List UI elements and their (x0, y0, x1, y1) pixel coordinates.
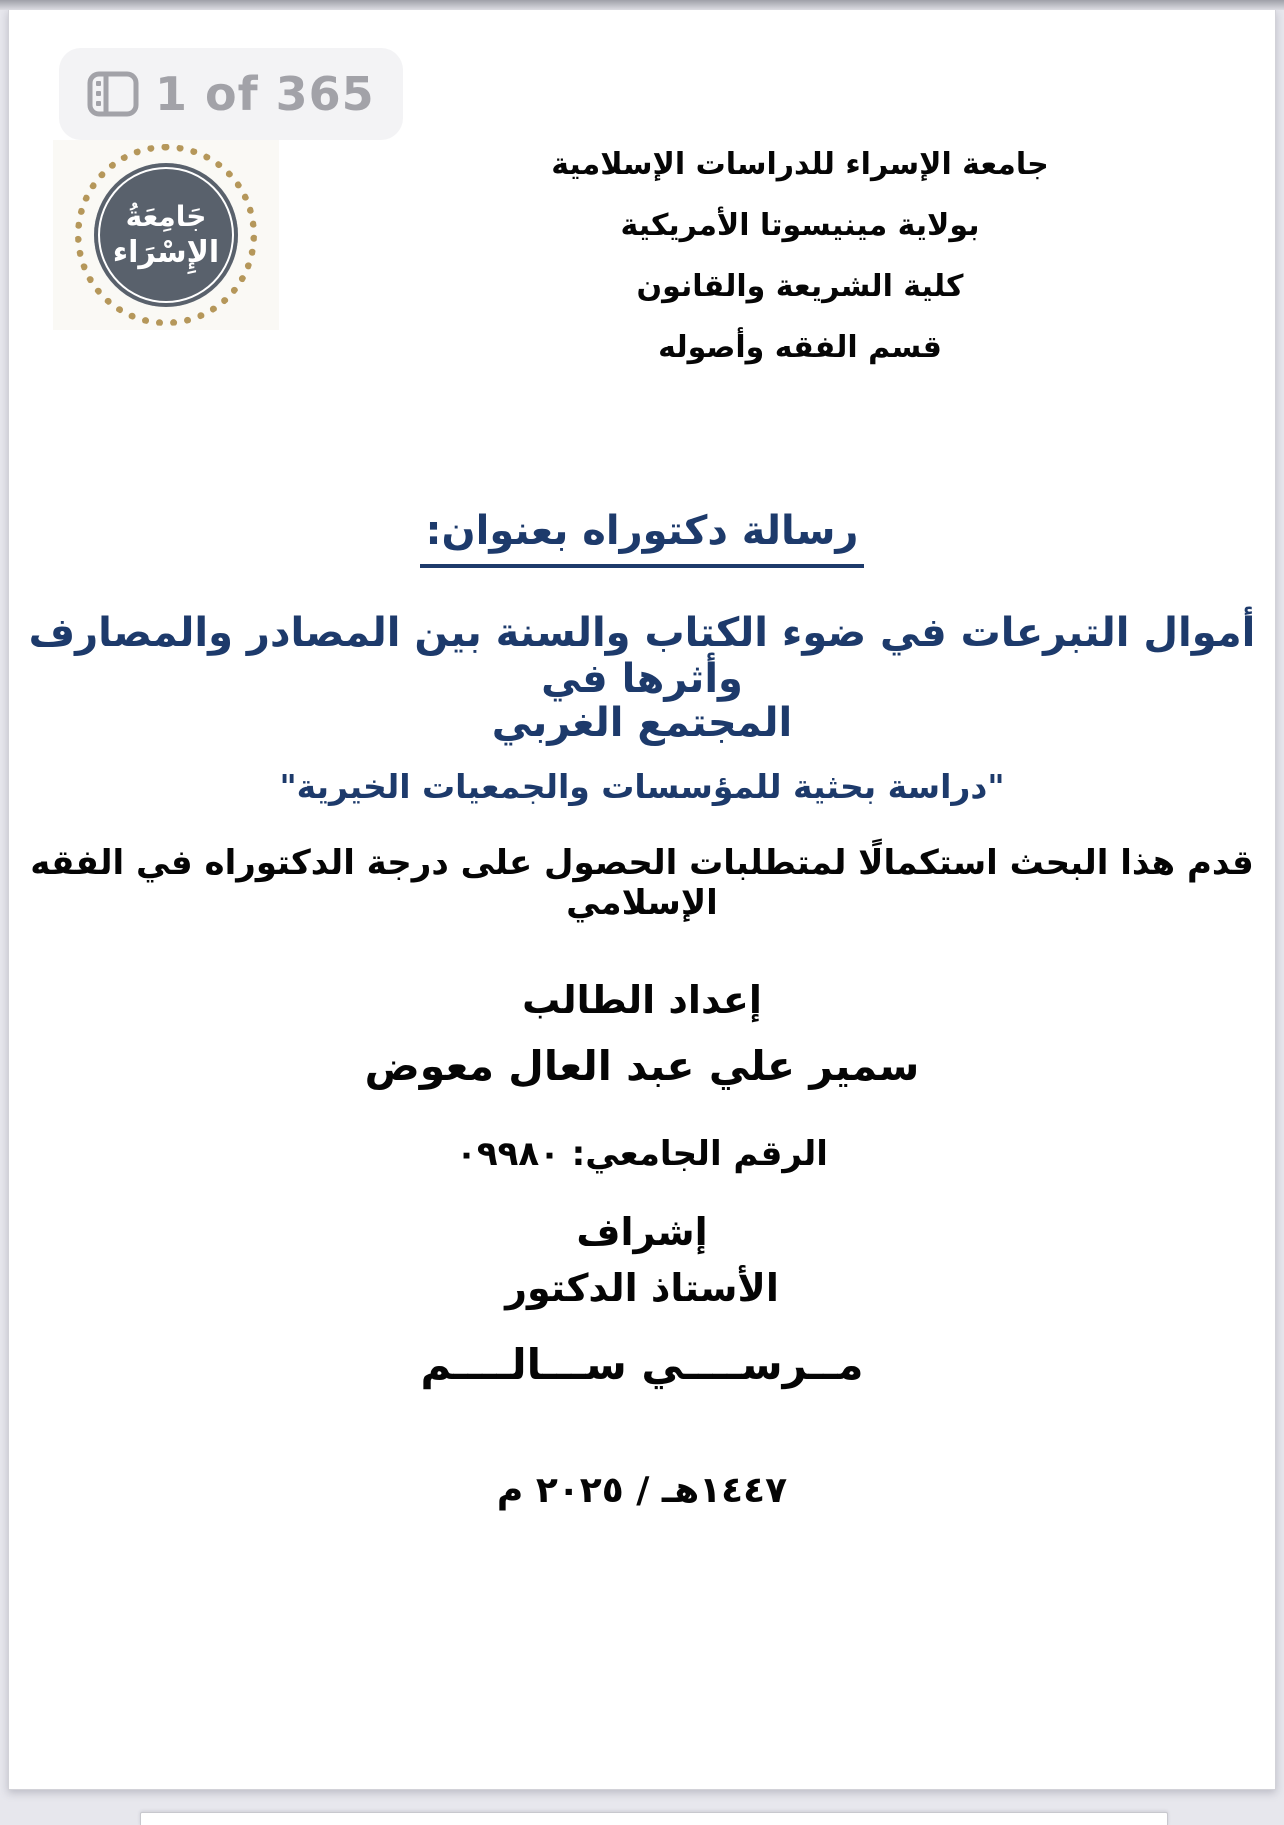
university-id-line: الرقم الجامعي: ٠٩٩٨٠ (456, 1134, 828, 1174)
institution-line-college: كلية الشريعة والقانون (636, 269, 964, 304)
pdf-page (8, 9, 1276, 1790)
prepared-by-label: إعداد الطالب (522, 978, 762, 1022)
institution-header (535, 134, 1065, 378)
thesis-heading: رسالة دكتوراه بعنوان: (9, 508, 1275, 568)
supervisor-name: مــرســــي ســـالــــم (420, 1340, 864, 1389)
logo-ornament-ring (75, 144, 257, 326)
supervision-label: إشراف (576, 1210, 708, 1254)
institution-line-university: جامعة الإسراء للدراسات الإسلامية (551, 147, 1049, 182)
page-indicator-label: 1 of 365 (155, 67, 375, 121)
university-logo (53, 140, 279, 330)
page-indicator-badge[interactable] (59, 48, 403, 140)
logo-calligraphy-circle (94, 163, 238, 307)
institution-line-department: قسم الفقه وأصوله (658, 330, 942, 365)
supervisor-title: الأستاذ الدكتور (505, 1266, 779, 1310)
student-name: سمير علي عبد العال معوض (364, 1042, 920, 1090)
degree-requirement-line: قدم هذا البحث استكمالًا لمتطلبات الحصول على درجة الدكتوراه في الفقه الإسلامي (30, 843, 1254, 923)
thesis-title-line1: أموال التبرعات في ضوء الكتاب والسنة بين المصادر والمصارف وأثرها في (28, 610, 1256, 702)
next-page-edge[interactable] (140, 1812, 1168, 1825)
logo-text-line1: جَامِعَةُ (125, 199, 207, 233)
toolbar-bottom-edge (0, 0, 1284, 10)
institution-line-state: بولاية مينيسوتا الأمريكية (620, 208, 980, 243)
thesis-title-line2: المجتمع الغربي (491, 700, 793, 746)
logo-text-line2: الإِسْرَاء (112, 234, 220, 270)
date-line: ١٤٤٧هـ / ٢٠٢٥ م (496, 1470, 788, 1511)
thesis-subtitle: "دراسة بحثية للمؤسسات والجمعيات الخيرية" (279, 767, 1005, 806)
thumbnails-sidebar-icon (87, 71, 139, 117)
